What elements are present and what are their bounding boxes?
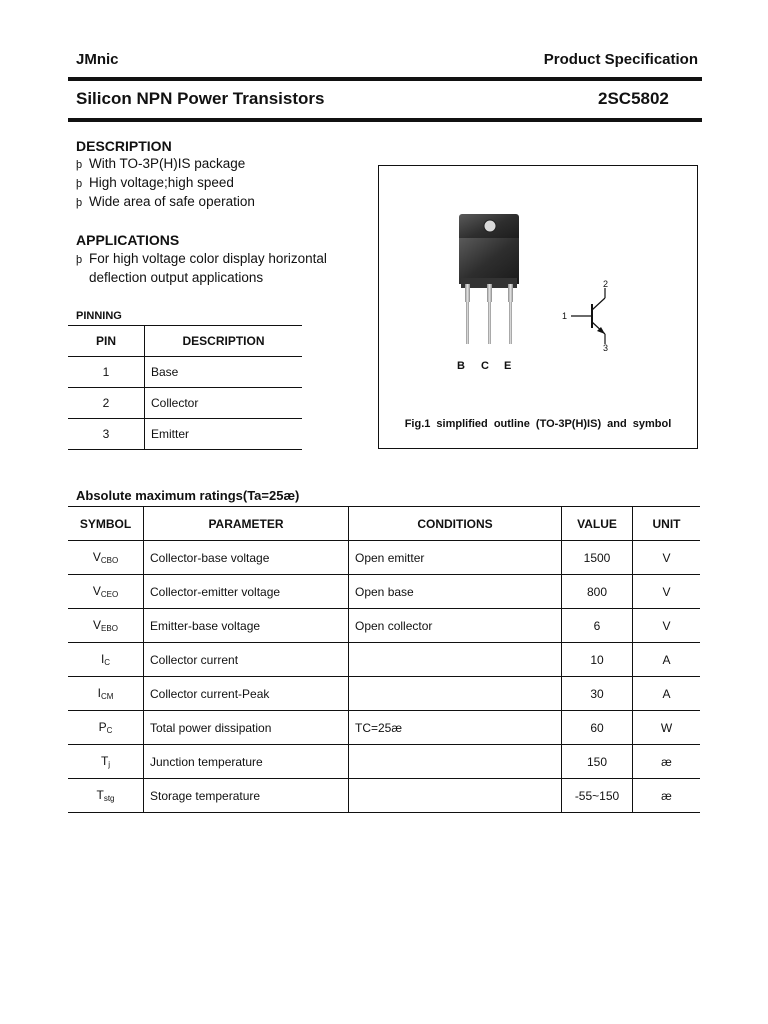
symbol-letter: I <box>100 652 105 666</box>
table-row <box>68 677 700 711</box>
pinning-heading: PINNING <box>76 310 122 322</box>
parameter-cell: Collector current <box>144 643 349 677</box>
unit-cell: V <box>633 575 701 609</box>
value-cell: 150 <box>562 745 633 779</box>
bullet-mark: þ <box>76 159 83 171</box>
symbol-cell <box>68 541 144 575</box>
conditions-cell <box>349 779 562 813</box>
col-unit-header: UNIT <box>633 507 701 541</box>
description-text: Wide area of safe operation <box>89 194 255 209</box>
parameter-cell: Emitter-base voltage <box>144 609 349 643</box>
col-symbol-header: SYMBOL <box>68 507 144 541</box>
col-parameter-header: PARAMETER <box>144 507 349 541</box>
symbol-subscript: C <box>106 726 113 735</box>
unit-cell: æ <box>633 779 701 813</box>
conditions-cell: TC=25æ <box>349 711 562 745</box>
table-row <box>68 711 700 745</box>
symbol-letter: T <box>96 788 104 802</box>
symbol-subscript: stg <box>103 794 115 803</box>
transistor-package-image <box>379 166 697 406</box>
table-row <box>68 357 302 388</box>
symbol-cell <box>68 643 144 677</box>
value-cell: 1500 <box>562 541 633 575</box>
ratings-heading: Absolute maximum ratings(Ta=25æ) <box>76 488 300 503</box>
table-row <box>68 419 302 450</box>
description-text: High voltage;high speed <box>89 175 234 190</box>
symbol-pin-label: 3 <box>603 343 609 353</box>
description-item <box>76 154 245 175</box>
symbol-letter: V <box>93 618 102 632</box>
ratings-table <box>68 506 700 813</box>
unit-cell: A <box>633 677 701 711</box>
parameter-cell: Collector-base voltage <box>144 541 349 575</box>
description-item <box>76 192 255 213</box>
bullet-mark: þ <box>76 178 83 190</box>
pin-description: Collector <box>151 396 199 410</box>
pin-number: 2 <box>68 388 145 419</box>
pin-letter-collector: C <box>481 360 489 372</box>
unit-cell: A <box>633 643 701 677</box>
parameter-cell: Collector-emitter voltage <box>144 575 349 609</box>
unit-cell: V <box>633 609 701 643</box>
conditions-cell: Open collector <box>349 609 562 643</box>
pin-letter-emitter: E <box>504 360 512 372</box>
table-row <box>68 575 700 609</box>
pin-letter-base: B <box>457 360 465 372</box>
parameter-cell: Total power dissipation <box>144 711 349 745</box>
applications-heading: APPLICATIONS <box>76 232 180 248</box>
unit-cell: æ <box>633 745 701 779</box>
symbol-subscript: EBO <box>101 624 118 633</box>
bullet-mark: þ <box>76 254 83 266</box>
symbol-letter: V <box>92 550 101 564</box>
value-cell: 800 <box>562 575 633 609</box>
pin-description: Emitter <box>151 427 190 441</box>
value-cell: 10 <box>562 643 633 677</box>
parameter-cell: Junction temperature <box>144 745 349 779</box>
table-row <box>68 609 700 643</box>
symbol-cell <box>68 677 144 711</box>
unit-cell: W <box>633 711 701 745</box>
parameter-cell: Storage temperature <box>144 779 349 813</box>
value-cell: -55~150 <box>562 779 633 813</box>
document-title: Silicon NPN Power Transistors <box>76 89 325 108</box>
conditions-cell: Open emitter <box>349 541 562 575</box>
symbol-subscript: C <box>104 658 111 667</box>
table-row <box>68 745 700 779</box>
col-conditions-header: CONDITIONS <box>349 507 562 541</box>
header-rule-bottom <box>68 118 702 122</box>
description-item <box>76 173 234 194</box>
description-text: With TO-3P(H)IS package <box>89 156 246 171</box>
symbol-cell <box>68 575 144 609</box>
symbol-cell <box>68 711 144 745</box>
conditions-cell <box>349 745 562 779</box>
symbol-letter: P <box>98 720 107 734</box>
document-type: Product Specification <box>543 51 698 68</box>
col-description-header: DESCRIPTION <box>145 326 303 357</box>
table-row <box>68 388 302 419</box>
value-cell: 60 <box>562 711 633 745</box>
npn-transistor-symbol-icon <box>561 276 641 366</box>
pin-number: 3 <box>68 419 145 450</box>
col-pin-header: PIN <box>68 326 145 357</box>
symbol-pin-label: 1 <box>562 311 568 321</box>
table-row <box>68 643 700 677</box>
pin-description: Base <box>151 365 179 379</box>
symbol-letter: T <box>100 754 109 768</box>
conditions-cell: Open base <box>349 575 562 609</box>
symbol-subscript: CBO <box>100 556 119 565</box>
figure-caption: Fig.1 simplified outline (TO-3P(H)IS) and symbol <box>404 418 672 430</box>
pin-number: 1 <box>68 357 145 388</box>
applications-text-continued: deflection output applications <box>89 270 264 285</box>
table-header-row <box>68 507 700 541</box>
applications-text: For high voltage color display horizontal <box>89 251 327 266</box>
header-rule-top <box>68 77 702 81</box>
symbol-subscript: CM <box>100 692 114 701</box>
symbol-cell <box>68 779 144 813</box>
pinning-table <box>68 325 302 450</box>
symbol-letter: I <box>97 686 101 700</box>
symbol-pin-label: 2 <box>603 279 609 289</box>
col-value-header: VALUE <box>562 507 633 541</box>
applications-item <box>76 249 327 270</box>
conditions-cell <box>349 643 562 677</box>
part-number: 2SC5802 <box>598 89 669 108</box>
table-row <box>68 779 700 813</box>
symbol-cell <box>68 745 144 779</box>
figure-box <box>378 165 698 449</box>
parameter-cell: Collector current-Peak <box>144 677 349 711</box>
symbol-subscript: CEO <box>100 590 119 599</box>
unit-cell: V <box>633 541 701 575</box>
symbol-cell <box>68 609 144 643</box>
value-cell: 30 <box>562 677 633 711</box>
bullet-mark: þ <box>76 197 83 209</box>
description-heading: DESCRIPTION <box>76 138 172 154</box>
table-header-row <box>68 326 302 357</box>
value-cell: 6 <box>562 609 633 643</box>
conditions-cell <box>349 677 562 711</box>
company-name: JMnic <box>76 51 119 68</box>
table-row <box>68 541 700 575</box>
symbol-subscript: j <box>108 760 111 769</box>
symbol-letter: V <box>92 584 101 598</box>
